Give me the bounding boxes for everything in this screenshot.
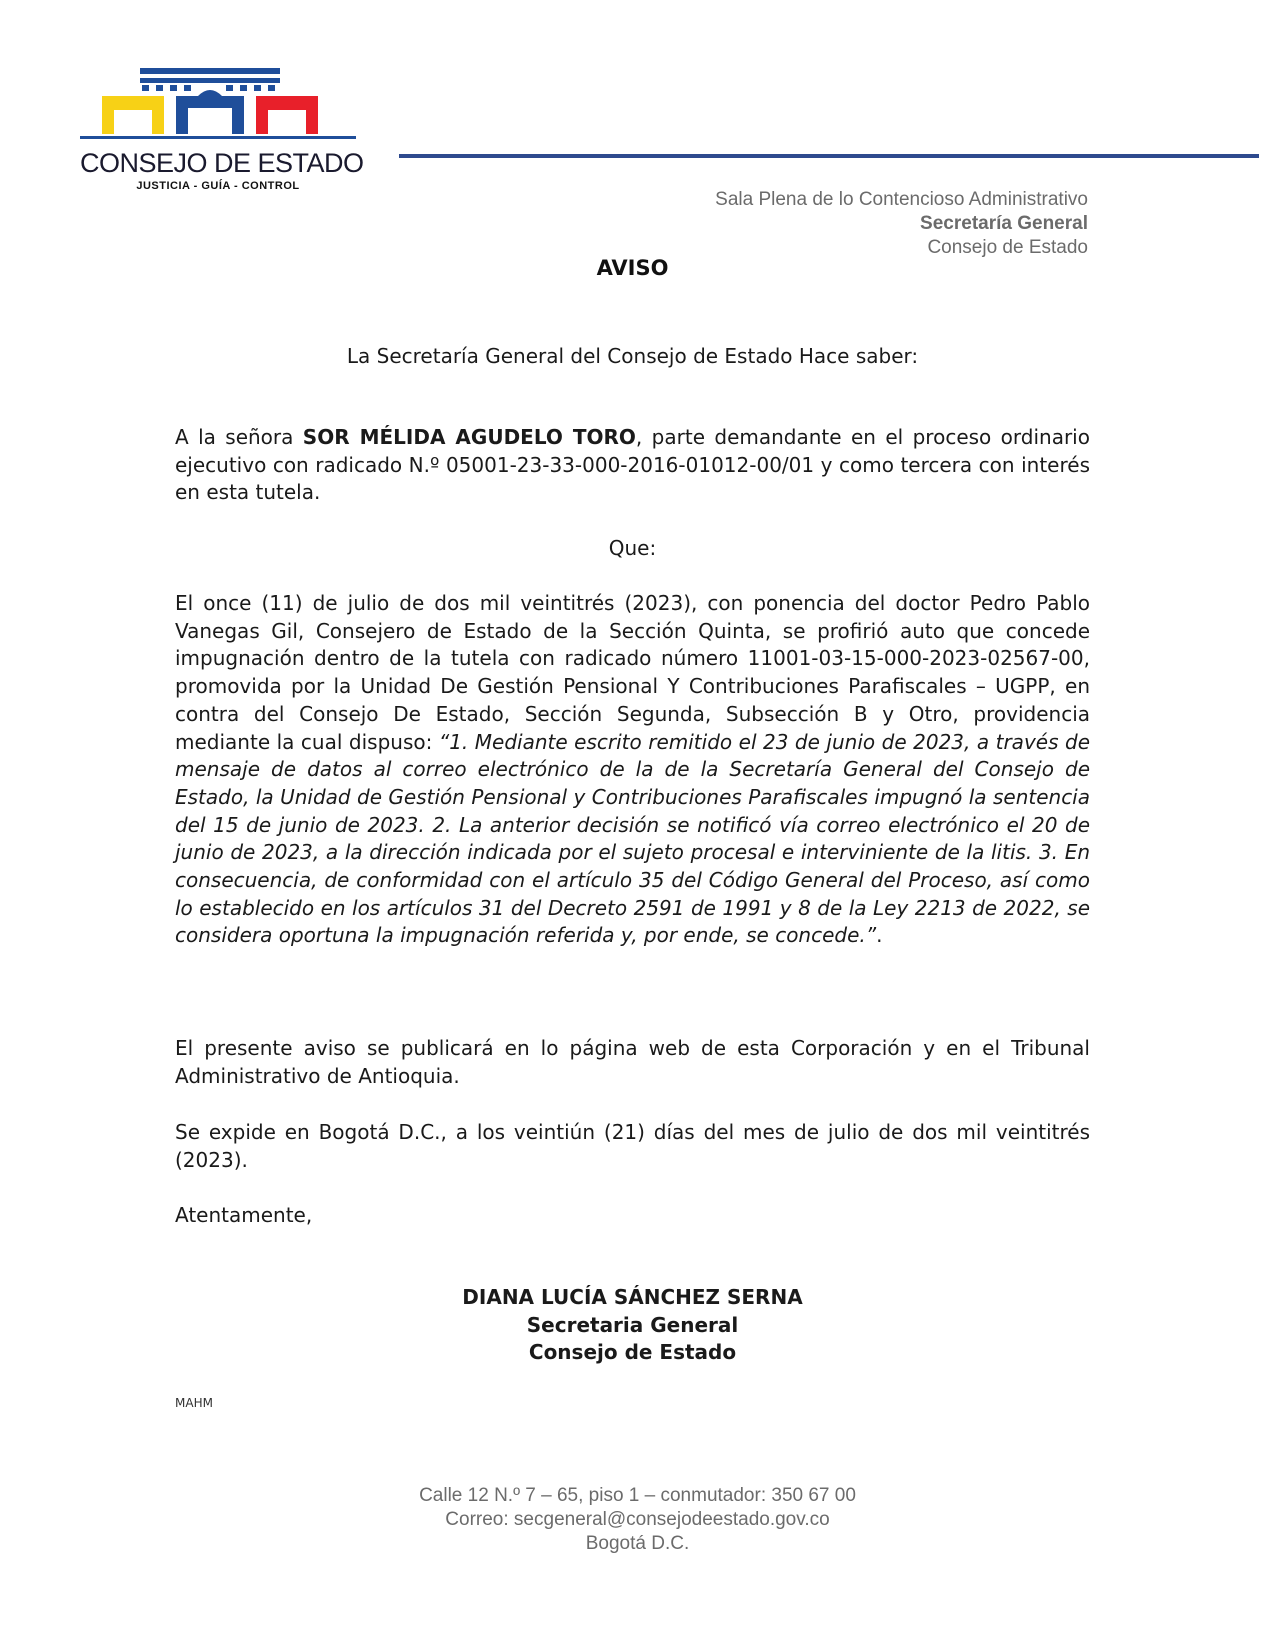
que-heading — [175, 535, 1090, 563]
office-line-3: Consejo de Estado — [927, 237, 1088, 258]
footer-email: Correo: secgeneral@consejodeestado.gov.co — [445, 1509, 830, 1530]
typist-initials: MAHM — [175, 1396, 213, 1410]
issued-text: Se expide en Bogotá D.C., a los veintiún (21) días del mes de julio de dos mil veintitrés (2023). — [175, 1120, 1090, 1172]
closing-text: Atentamente, — [175, 1203, 313, 1227]
intro-line: La Secretaría General del Consejo de Estado Hace saber: — [346, 344, 919, 368]
signature-org: Consejo de Estado — [528, 1340, 737, 1365]
footer-contact — [0, 1484, 1275, 1556]
issued-paragraph — [175, 1119, 1090, 1174]
main-paragraph — [175, 590, 1090, 950]
publication-text: El presente aviso se publicará en lo página web de esta Corporación y en el Tribunal Administrativo de Antioquia. — [175, 1036, 1090, 1088]
footer-city: Bogotá D.C. — [585, 1533, 690, 1554]
que-text: Que: — [608, 536, 657, 560]
building-emblem-icon — [80, 68, 356, 148]
signature-name: DIANA LUCÍA SÁNCHEZ SERNA — [462, 1285, 803, 1309]
logo-tagline: JUSTICIA - GUÍA - CONTROL — [136, 180, 300, 192]
closing-paragraph — [175, 1202, 1090, 1230]
logo-name: CONSEJO DE ESTADO — [80, 148, 364, 178]
document-title: AVISO — [596, 256, 669, 280]
signature-block — [175, 1284, 1090, 1367]
footer-address: Calle 12 N.º 7 – 65, piso 1 – conmutador: 350 67 00 — [419, 1485, 856, 1506]
addressee-paragraph — [175, 424, 1090, 507]
main-end: . — [876, 923, 883, 948]
office-line-1: Sala Plena de lo Contencioso Administrativo — [715, 189, 1088, 210]
addressee-name: SOR MÉLIDA AGUDELO TORO — [302, 425, 636, 449]
addressee-prefix: A la señora — [175, 425, 303, 449]
header-divider — [399, 154, 1259, 158]
consejo-logo — [80, 68, 364, 196]
addressee-rest: , parte demandante en el proceso ordinario ejecutivo con radicado N.º 05001-23-33-000-2016-01012-00/01 y como tercera con interés en esta tutela. — [175, 425, 1090, 505]
publication-paragraph — [175, 1035, 1090, 1090]
signature-role: Secretaria General — [526, 1312, 739, 1337]
main-text: El once (11) de julio de dos mil veintitrés (2023), con ponencia del doctor Pedro Pablo Vanegas Gil, Consejero de Estado de la Sección Quinta, se profirió auto que concede impugnación dentro de la tutela con radicado número 11001-03-15-000-2023-02567-00, promovida por la Unidad De Gestión Pensional Y Contribuciones Parafiscales – UGPP, en contra del Consejo De Estado, Sección Segunda, Subsección B y Otro, providencia mediante la cual dispuso: — [175, 591, 1090, 754]
main-quote: “1. Mediante escrito remitido el 23 de junio de 2023, a través de mensaje de datos al correo electrónico de la de la Secretaría General del Consejo de Estado, la Unidad de Gestión Pensional y Contribuciones Parafiscales impugnó la sentencia del 15 de junio de 2023. 2. La anterior decisión se notificó vía correo electrónico el 20 de junio de 2023, a la dirección indicada por el sujeto procesal e interviniente de la litis. 3. En consecuencia, de conformidad con el artículo 35 del Código General del Proceso, así como lo establecido en los artículos 31 del Decreto 2591 de 1991 y 8 de la Ley 2213 de 2022, se considera oportuna la impugnación referida y, por ende, se concede.” — [175, 729, 1090, 948]
office-line-2: Secretaría General — [920, 213, 1088, 234]
office-header — [715, 188, 1088, 260]
